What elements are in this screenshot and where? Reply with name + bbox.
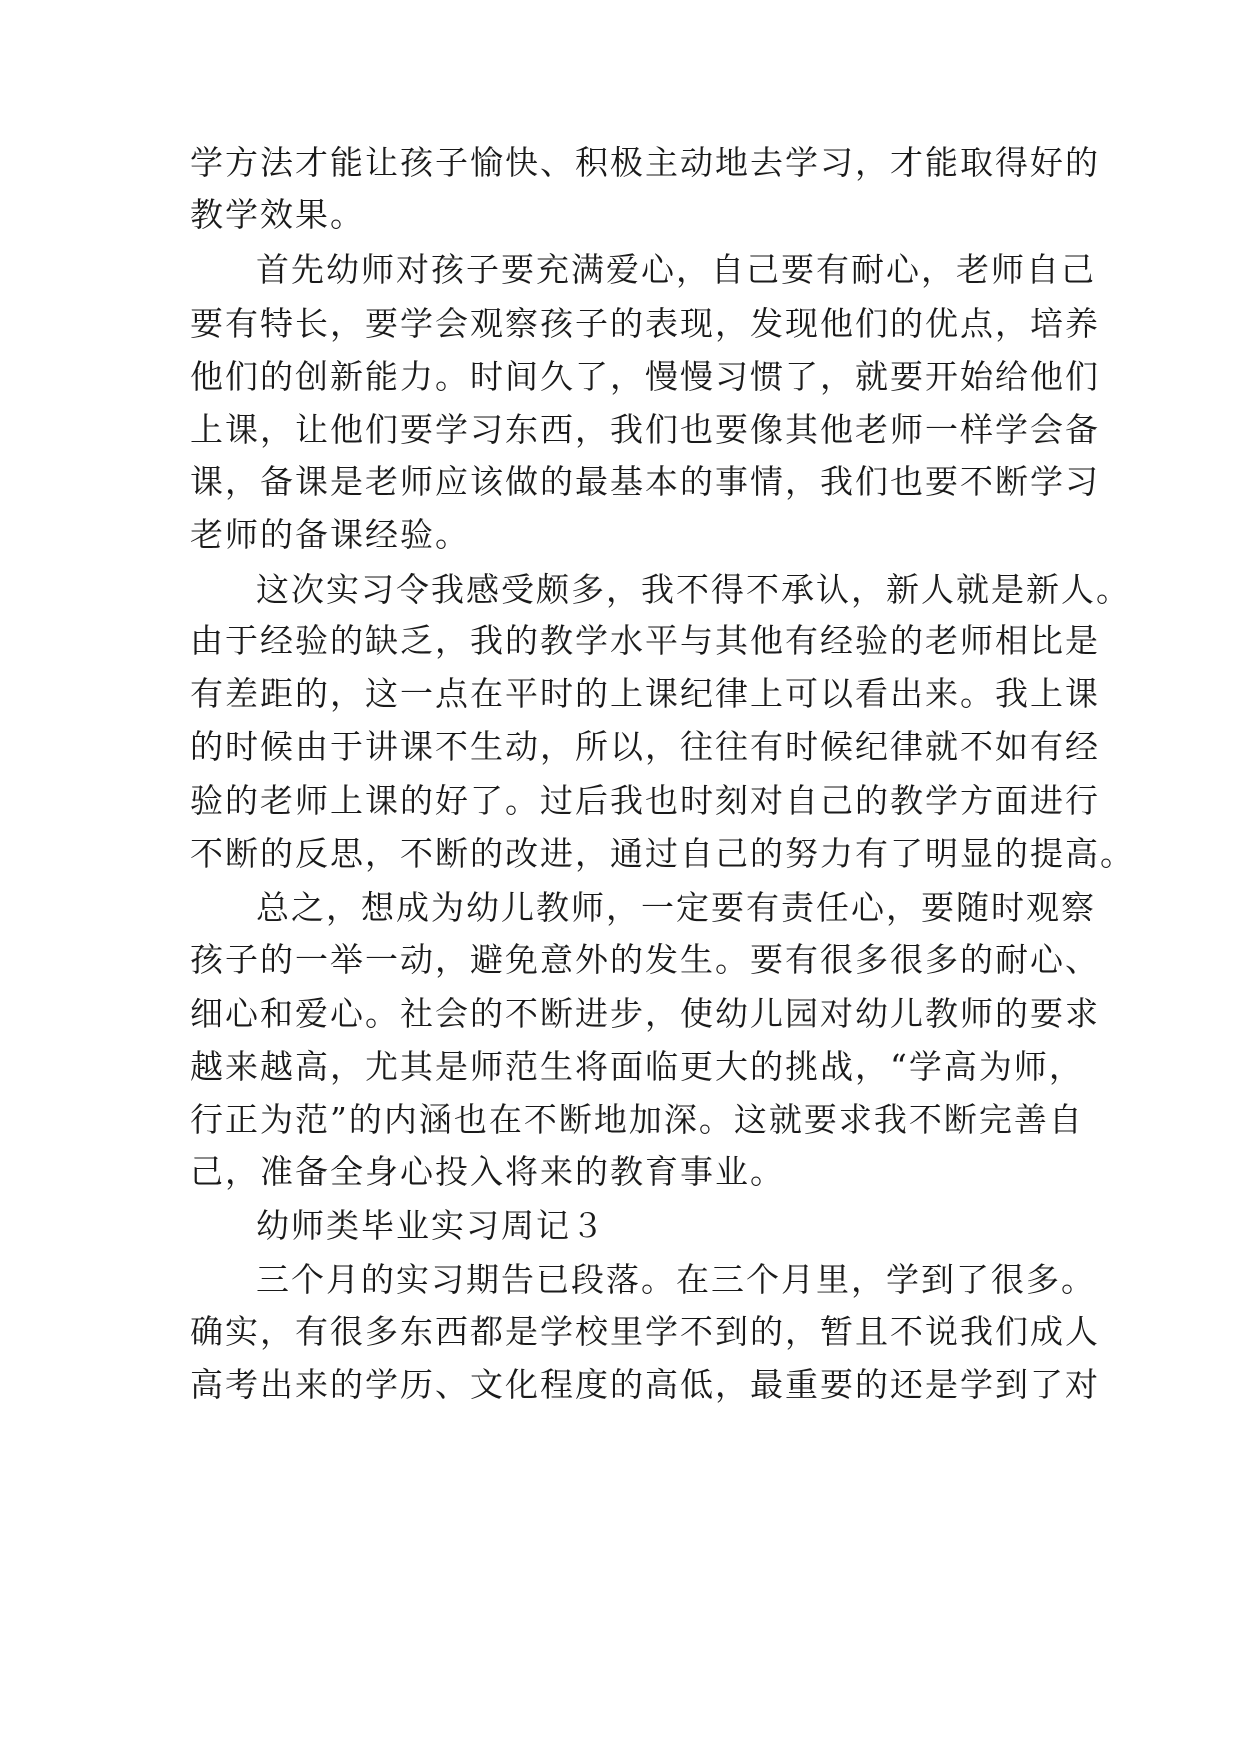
text-line: 确实，有很多东西都是学校里学不到的，暂且不说我们成人 (190, 1312, 1100, 1351)
section-heading: 幼师类毕业实习周记３ (256, 1206, 606, 1245)
text-line: 高考出来的学历、文化程度的高低，最重要的还是学到了对 (190, 1365, 1100, 1404)
text-line: 要有特长，要学会观察孩子的表现，发现他们的优点，培养 (190, 304, 1100, 343)
paragraph-first-line: 总之，想成为幼儿教师，一定要有责任心，要随时观察 (256, 888, 1096, 927)
paragraph-first-line: 首先幼师对孩子要充满爱心，自己要有耐心，老师自己 (256, 250, 1096, 289)
text-line: 的时候由于讲课不生动，所以，往往有时候纪律就不如有经 (190, 727, 1100, 766)
text-line: 孩子的一举一动，避免意外的发生。要有很多很多的耐心、 (190, 940, 1100, 979)
paragraph-first-line: 三个月的实习期告已段落。在三个月里，学到了很多。 (256, 1260, 1096, 1299)
text-line: 行正为范”的内涵也在不断地加深。这就要求我不断完善自 (190, 1100, 1084, 1139)
text-line: 老师的备课经验。 (190, 515, 470, 554)
text-line: 学方法才能让孩子愉快、积极主动地去学习，才能取得好的 (190, 143, 1100, 182)
text-line: 己，准备全身心投入将来的教育事业。 (190, 1152, 785, 1191)
text-line: 有差距的，这一点在平时的上课纪律上可以看出来。我上课 (190, 674, 1100, 713)
text-line: 不断的反思，不断的改进，通过自己的努力有了明显的提高。 (190, 834, 1135, 873)
text-line: 上课，让他们要学习东西，我们也要像其他老师一样学会备 (190, 410, 1100, 449)
text-line: 细心和爱心。社会的不断进步，使幼儿园对幼儿教师的要求 (190, 994, 1100, 1033)
text-line: 他们的创新能力。时间久了，慢慢习惯了，就要开始给他们 (190, 357, 1100, 396)
paragraph-first-line: 这次实习令我感受颇多，我不得不承认，新人就是新人。 (256, 570, 1131, 609)
text-line: 课，备课是老师应该做的最基本的事情，我们也要不断学习 (190, 462, 1100, 501)
text-line: 越来越高，尤其是师范生将面临更大的挑战，“学高为师， (190, 1047, 1084, 1086)
text-line: 由于经验的缺乏，我的教学水平与其他有经验的老师相比是 (190, 621, 1100, 660)
text-line: 教学效果。 (190, 195, 365, 234)
text-line: 验的老师上课的好了。过后我也时刻对自己的教学方面进行 (190, 781, 1100, 820)
